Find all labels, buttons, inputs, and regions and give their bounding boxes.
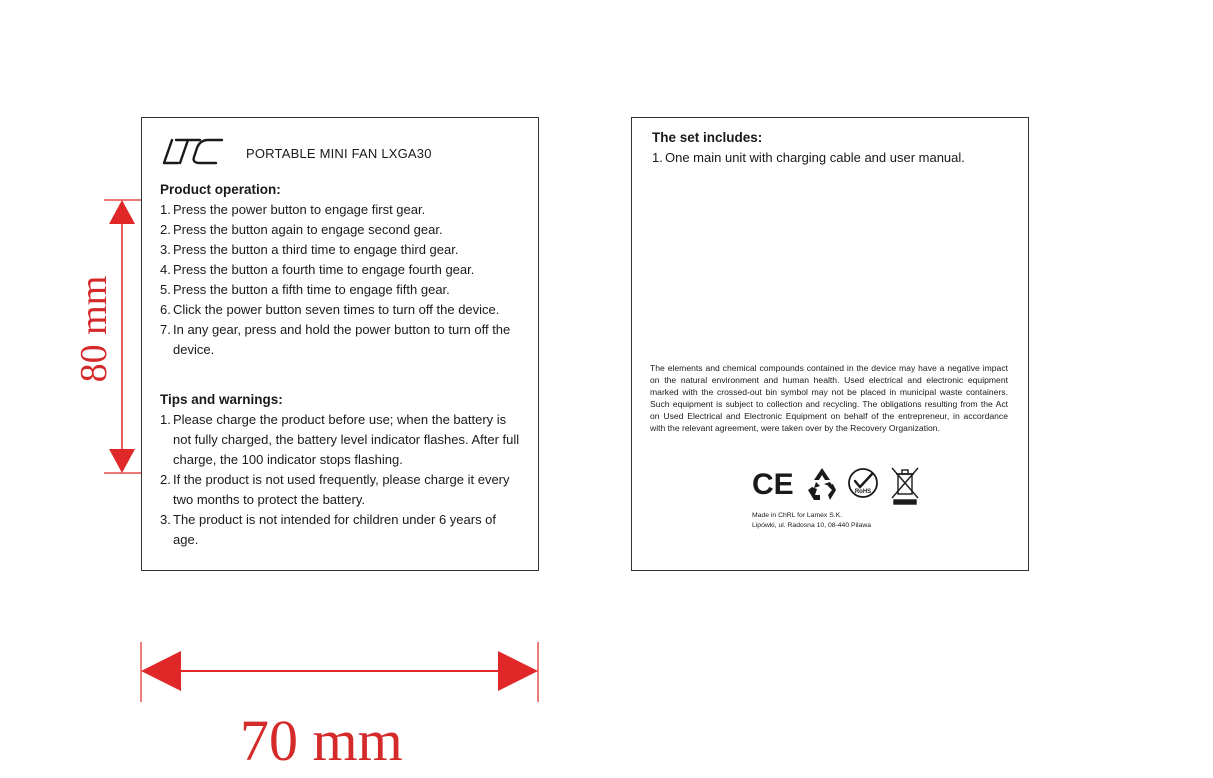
step-text: Press the power button to engage first gear.	[173, 202, 426, 217]
step-text: Press the button again to engage second gear.	[173, 222, 443, 237]
tip-item	[160, 470, 524, 510]
tip-number: 3.	[160, 512, 171, 527]
tip-text: The product is not intended for children under 6 years of age.	[173, 512, 497, 547]
set-item-number: 1.	[652, 150, 663, 165]
set-includes-heading: The set includes:	[652, 130, 763, 145]
product-operation-section	[160, 180, 524, 360]
step-text: Press the button a third time to engage third gear.	[173, 242, 459, 257]
label-front-panel	[141, 117, 539, 571]
set-item	[652, 148, 1014, 168]
step-number: 2.	[160, 222, 171, 237]
ce-mark-icon	[752, 468, 794, 501]
step-number: 1.	[160, 202, 171, 217]
manufacturer-address: Lipówki, ul. Radosna 10, 08-440 Pilawa	[752, 522, 872, 529]
width-dimension-label: 70 mm	[240, 708, 403, 773]
step-number: 5.	[160, 282, 171, 297]
step-text: Press the button a fifth time to engage fifth gear.	[173, 282, 450, 297]
width-dimension-arrow	[141, 642, 538, 702]
operation-steps-list	[160, 200, 524, 360]
tips-warnings-section	[160, 390, 524, 550]
step-number: 4.	[160, 262, 171, 277]
step-text: In any gear, press and hold the power button to turn off the device.	[173, 322, 511, 357]
set-includes-section	[652, 128, 1014, 168]
manufacturer-info	[752, 511, 871, 531]
tips-list	[160, 410, 524, 550]
operation-step	[160, 280, 524, 300]
tip-number: 1.	[160, 412, 171, 427]
operation-step	[160, 300, 524, 320]
operation-step	[160, 220, 524, 240]
manufacturer-line: Made in ChRL for Lamex S.K.	[752, 512, 843, 519]
tips-warnings-heading: Tips and warnings:	[160, 392, 283, 407]
product-operation-heading: Product operation:	[160, 182, 281, 197]
operation-step	[160, 240, 524, 260]
rohs-icon	[849, 469, 877, 497]
svg-text:CE: CE	[752, 468, 794, 501]
recycle-icon	[808, 468, 836, 500]
step-text: Click the power button seven times to turn off the device.	[173, 302, 500, 317]
set-items-list	[652, 148, 1014, 168]
height-dimension-label	[58, 263, 130, 395]
svg-text:RoHS: RoHS	[854, 489, 872, 495]
tip-item	[160, 510, 524, 550]
step-number: 3.	[160, 242, 171, 257]
operation-step	[160, 260, 524, 280]
tip-item	[160, 410, 524, 470]
tip-number: 2.	[160, 472, 171, 487]
tip-text: If the product is not used frequently, please charge it every two months to protect the battery.	[173, 472, 510, 507]
set-item-text: One main unit with charging cable and user manual.	[665, 150, 965, 165]
operation-step	[160, 200, 524, 220]
crossed-bin-icon	[892, 468, 918, 504]
step-number: 6.	[160, 302, 171, 317]
tip-text: Please charge the product before use; when the battery is not fully charged, the battery level indicator flashes. After full charge, the 100 indicator stops flashing.	[173, 412, 520, 467]
step-text: Press the button a fourth time to engage fourth gear.	[173, 262, 475, 277]
environment-notice: The elements and chemical compounds contained in the device may have a negative impact on the natural environment and human health. Used electrical and electronic equipment marked with the crossed-out bin symbol may not be placed in municipal waste containers. Such equipment is subject to collection and recycling. The obligations resulting from the Act on Used Electrical and Electronic Equipment on behalf of the entrepreneur, in accordance with the relevant agreement, were taken over by the Recovery Organization.	[650, 363, 1008, 433]
ltc-logo-icon	[160, 136, 228, 166]
certification-symbols	[752, 466, 922, 506]
label-back-panel	[631, 117, 1029, 571]
step-number: 7.	[160, 322, 171, 337]
operation-step	[160, 320, 524, 360]
height-dimension-text: 80 mm	[73, 275, 115, 383]
product-title: PORTABLE MINI FAN LXGA30	[246, 146, 432, 161]
